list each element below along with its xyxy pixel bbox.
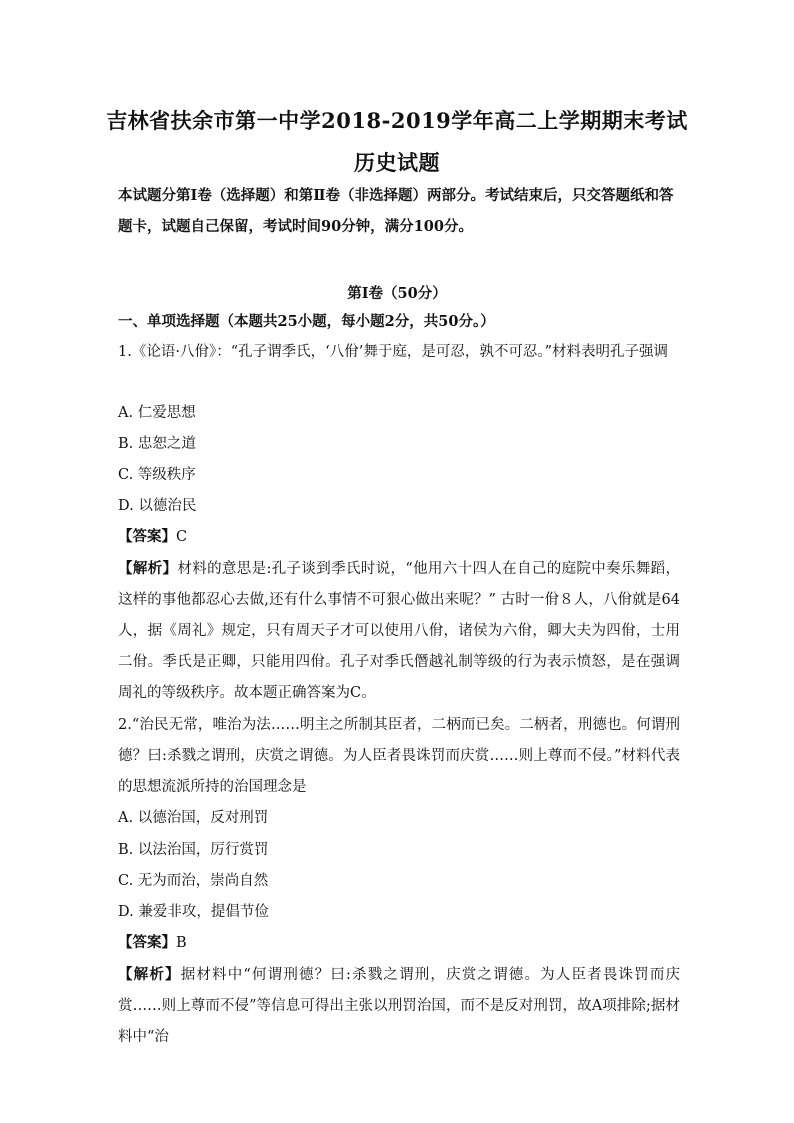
- question-1-option-b: B. 忠恕之道: [118, 436, 196, 452]
- exam-instructions: 本试题分第Ⅰ卷（选择题）和第Ⅱ卷（非选择题）两部分。考试结束后，只交答题纸和答题卡，试题自己保留，考试时间90分钟，满分100分。: [118, 187, 674, 235]
- analysis-label: 【解析】: [118, 966, 181, 983]
- question-2-option-d: D. 兼爱非攻，提倡节俭: [118, 904, 269, 920]
- answer-label: 【答案】: [118, 528, 176, 545]
- document-title-line2: 历史试题: [354, 150, 440, 175]
- question-2-option-a: A. 以德治国，反对刑罚: [118, 810, 269, 826]
- analysis-label: 【解析】: [118, 560, 178, 577]
- question-2-option-c: C. 无为而治，崇尚自然: [118, 873, 269, 889]
- question-1-answer: [118, 527, 680, 547]
- question-1-option-d: D. 以德治民: [118, 498, 197, 514]
- question-1-stem: 1.《论语·八佾》：“孔子谓季氏，‘八佾’舞于庭，是可忍，孰不可忍。”材料表明孔子强调: [118, 344, 668, 360]
- answer-label: 【答案】: [118, 934, 176, 951]
- question-1-option-a: A. 仁爱思想: [118, 405, 196, 421]
- question-1-analysis: [118, 553, 680, 709]
- document-title-line1: 吉林省扶余市第一中学2018-2019学年高二上学期期末考试: [106, 108, 688, 133]
- answer-value: B: [176, 935, 187, 951]
- question-2-option-b: B. 以法治国，厉行赏罚: [118, 842, 269, 858]
- answer-value: C: [176, 529, 188, 545]
- analysis-text: 据材料中“何谓刑德？曰:杀戮之谓刑，庆赏之谓德。为人臣者畏诛罚而庆赏……则上尊而不侵”等信息可得出主张以刑罚治国，而不是反对刑罚，故A项排除;据材料中“治: [118, 967, 681, 1045]
- question-2-analysis: [118, 959, 681, 1045]
- analysis-text: 材料的意思是:孔子谈到季氏时说，“他用六十四人在自己的庭院中奏乐舞蹈，这样的事他都忍心去做,还有什么事情不可狠心做出来呢？” 古时一佾８人，八佾就是64人，据《周礼》规定，只有周天子才可以使用八佾，诸侯为六佾，卿大夫为四佾，士用二佾。季氏是正卿，只能用四佾。孔子对季氏僭越礼制等级的行为表示愤怒，是在强调周礼的等级秩序。故本题正确答案为C。: [118, 561, 680, 701]
- part1-heading: 第Ⅰ卷（50分）: [347, 285, 447, 302]
- question-2-stem: 2.“治民无常，唯治为法……明主之所制其臣者，二柄而已矣。二柄者，刑德也。何谓刑德？曰:杀戮之谓刑，庆赏之谓德。为人臣者畏诛罚而庆赏……则上尊而不侵。”材料代表的思想流派所持的治国理念是: [118, 717, 680, 795]
- question-1-option-c: C. 等级秩序: [118, 467, 196, 483]
- section-title: 一、单项选择题（本题共25小题，每小题2分，共50分。）: [118, 313, 495, 330]
- question-2-answer: [118, 933, 680, 953]
